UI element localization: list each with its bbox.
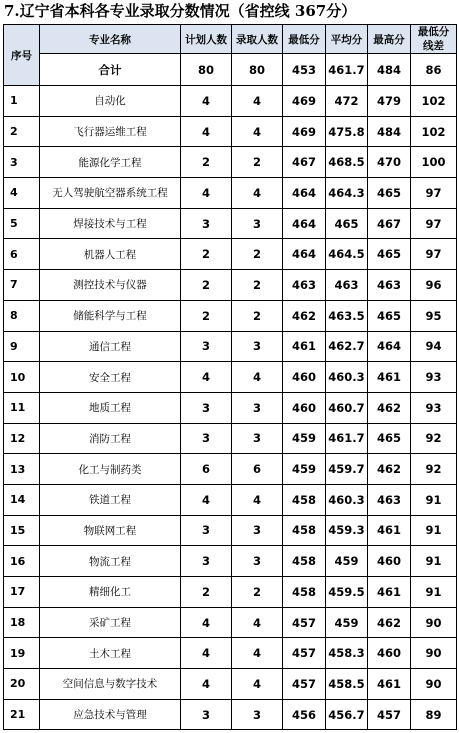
row-max-score: 465 [368,300,411,331]
row-admitted: 3 [232,546,283,577]
row-planned: 4 [181,669,232,700]
table-row [4,86,457,117]
row-max-score: 463 [368,484,411,515]
table-row [4,423,457,454]
table-row [4,239,457,270]
row-min-score: 463 [283,270,326,301]
table-row [4,331,457,362]
row-major: 土木工程 [40,638,181,669]
row-diff: 96 [411,270,457,301]
row-max-score: 461 [368,362,411,393]
row-admitted: 4 [232,484,283,515]
row-index: 13 [4,454,40,485]
row-index: 9 [4,331,40,362]
row-planned: 2 [181,577,232,608]
row-index: 19 [4,638,40,669]
row-major: 储能科学与工程 [40,300,181,331]
row-avg-score: 459.5 [326,577,368,608]
row-planned: 3 [181,515,232,546]
total-max-score: 484 [368,54,411,86]
row-max-score: 484 [368,116,411,147]
row-major: 通信工程 [40,331,181,362]
row-min-score: 464 [283,208,326,239]
row-max-score: 465 [368,423,411,454]
row-index: 12 [4,423,40,454]
row-index: 2 [4,116,40,147]
table-row [4,699,457,730]
row-index: 15 [4,515,40,546]
row-diff: 92 [411,454,457,485]
row-admitted: 3 [232,699,283,730]
row-planned: 4 [181,484,232,515]
row-avg-score: 459 [326,607,368,638]
total-planned: 80 [181,54,232,86]
row-avg-score: 458.3 [326,638,368,669]
row-max-score: 462 [368,454,411,485]
row-planned: 2 [181,270,232,301]
row-avg-score: 472 [326,86,368,117]
header-diff-line2: 线差 [423,40,444,52]
row-min-score: 461 [283,331,326,362]
row-major: 机器人工程 [40,239,181,270]
row-planned: 3 [181,423,232,454]
total-min-score: 453 [283,54,326,86]
row-diff: 90 [411,607,457,638]
total-avg-score: 461.7 [326,54,368,86]
row-major: 自动化 [40,86,181,117]
row-min-score: 457 [283,638,326,669]
row-diff: 97 [411,239,457,270]
row-planned: 4 [181,638,232,669]
row-major: 物流工程 [40,546,181,577]
row-major: 化工与制药类 [40,454,181,485]
table-row [4,515,457,546]
row-index: 21 [4,699,40,730]
row-diff: 102 [411,116,457,147]
row-min-score: 467 [283,147,326,178]
row-diff: 97 [411,178,457,209]
row-admitted: 4 [232,638,283,669]
row-admitted: 4 [232,362,283,393]
table-row [4,607,457,638]
row-min-score: 459 [283,423,326,454]
row-admitted: 3 [232,515,283,546]
row-avg-score: 458.5 [326,669,368,700]
total-diff: 86 [411,54,457,86]
total-admitted: 80 [232,54,283,86]
row-index: 11 [4,392,40,423]
row-admitted: 3 [232,423,283,454]
row-admitted: 2 [232,577,283,608]
row-index: 20 [4,669,40,700]
row-avg-score: 461.7 [326,423,368,454]
row-planned: 4 [181,178,232,209]
row-min-score: 469 [283,86,326,117]
score-table [3,24,457,730]
header-diff-line1: 最低分 [417,26,450,38]
row-planned: 4 [181,116,232,147]
row-major: 飞行器运维工程 [40,116,181,147]
row-diff: 93 [411,362,457,393]
row-min-score: 464 [283,178,326,209]
row-diff: 90 [411,638,457,669]
row-max-score: 460 [368,638,411,669]
row-avg-score: 464.5 [326,239,368,270]
row-planned: 3 [181,546,232,577]
row-max-score: 461 [368,515,411,546]
row-admitted: 2 [232,147,283,178]
total-label: 合计 [40,54,181,86]
row-diff: 94 [411,331,457,362]
row-avg-score: 468.5 [326,147,368,178]
page-title: 7.辽宁省本科各专业录取分数情况（省控线 367分） [4,2,357,20]
row-min-score: 458 [283,546,326,577]
row-diff: 97 [411,208,457,239]
row-planned: 2 [181,239,232,270]
row-min-score: 462 [283,300,326,331]
row-index: 1 [4,86,40,117]
table-row [4,484,457,515]
row-diff: 91 [411,577,457,608]
header-planned: 计划人数 [181,25,232,54]
row-index: 18 [4,607,40,638]
row-admitted: 4 [232,178,283,209]
table-row [4,362,457,393]
row-avg-score: 463 [326,270,368,301]
header-major: 专业名称 [40,25,181,54]
row-index: 3 [4,147,40,178]
row-admitted: 3 [232,331,283,362]
row-major: 铁道工程 [40,484,181,515]
row-admitted: 4 [232,86,283,117]
row-index: 16 [4,546,40,577]
row-avg-score: 459 [326,546,368,577]
row-max-score: 465 [368,239,411,270]
row-index: 5 [4,208,40,239]
row-major: 无人驾驶航空器系统工程 [40,178,181,209]
table-row [4,577,457,608]
row-avg-score: 464.3 [326,178,368,209]
row-max-score: 463 [368,270,411,301]
row-min-score: 458 [283,515,326,546]
row-planned: 2 [181,300,232,331]
row-max-score: 461 [368,669,411,700]
row-index: 6 [4,239,40,270]
row-diff: 91 [411,515,457,546]
row-min-score: 458 [283,484,326,515]
table-row [4,454,457,485]
row-max-score: 470 [368,147,411,178]
row-major: 焊接技术与工程 [40,208,181,239]
row-planned: 3 [181,699,232,730]
row-major: 安全工程 [40,362,181,393]
header-max-score: 最高分 [368,25,411,54]
row-avg-score: 465 [326,208,368,239]
row-admitted: 3 [232,392,283,423]
header-avg-score: 平均分 [326,25,368,54]
row-diff: 90 [411,669,457,700]
row-avg-score: 459.3 [326,515,368,546]
row-diff: 91 [411,546,457,577]
total-row [4,54,457,86]
row-major: 应急技术与管理 [40,699,181,730]
row-max-score: 467 [368,208,411,239]
table-row [4,178,457,209]
row-planned: 4 [181,362,232,393]
row-index: 7 [4,270,40,301]
row-major: 消防工程 [40,423,181,454]
table-row [4,116,457,147]
row-index: 14 [4,484,40,515]
row-planned: 4 [181,607,232,638]
table-row [4,392,457,423]
row-major: 精细化工 [40,577,181,608]
row-max-score: 464 [368,331,411,362]
row-planned: 2 [181,147,232,178]
row-min-score: 457 [283,607,326,638]
table-row [4,147,457,178]
row-avg-score: 460.3 [326,484,368,515]
header-admitted: 录取人数 [232,25,283,54]
row-admitted: 2 [232,239,283,270]
row-diff: 100 [411,147,457,178]
row-max-score: 462 [368,607,411,638]
row-major: 采矿工程 [40,607,181,638]
header-diff [411,25,457,54]
row-max-score: 460 [368,546,411,577]
row-min-score: 458 [283,577,326,608]
header-min-score: 最低分 [283,25,326,54]
row-major: 空间信息与数字技术 [40,669,181,700]
row-planned: 3 [181,331,232,362]
row-avg-score: 462.7 [326,331,368,362]
row-avg-score: 460.3 [326,362,368,393]
row-min-score: 456 [283,699,326,730]
row-admitted: 2 [232,300,283,331]
row-avg-score: 460.7 [326,392,368,423]
row-diff: 102 [411,86,457,117]
row-min-score: 460 [283,392,326,423]
row-avg-score: 475.8 [326,116,368,147]
row-admitted: 6 [232,454,283,485]
row-max-score: 465 [368,178,411,209]
row-admitted: 2 [232,270,283,301]
table-row [4,208,457,239]
table-row [4,638,457,669]
row-index: 8 [4,300,40,331]
header-index: 序号 [4,25,40,86]
row-index: 17 [4,577,40,608]
row-avg-score: 456.7 [326,699,368,730]
row-diff: 93 [411,392,457,423]
table-row [4,669,457,700]
row-admitted: 4 [232,669,283,700]
table-row [4,546,457,577]
row-avg-score: 463.5 [326,300,368,331]
row-min-score: 457 [283,669,326,700]
row-index: 4 [4,178,40,209]
row-max-score: 461 [368,577,411,608]
row-planned: 3 [181,208,232,239]
row-admitted: 4 [232,607,283,638]
row-diff: 91 [411,484,457,515]
row-index: 10 [4,362,40,393]
row-diff: 89 [411,699,457,730]
row-planned: 3 [181,392,232,423]
row-major: 物联网工程 [40,515,181,546]
row-admitted: 3 [232,208,283,239]
row-avg-score: 459.7 [326,454,368,485]
row-major: 测控技术与仪器 [40,270,181,301]
row-admitted: 4 [232,116,283,147]
row-min-score: 459 [283,454,326,485]
row-planned: 4 [181,86,232,117]
row-diff: 95 [411,300,457,331]
row-max-score: 479 [368,86,411,117]
header-row [4,25,457,54]
row-major: 能源化学工程 [40,147,181,178]
row-major: 地质工程 [40,392,181,423]
row-diff: 92 [411,423,457,454]
row-min-score: 464 [283,239,326,270]
row-planned: 6 [181,454,232,485]
row-max-score: 457 [368,699,411,730]
row-min-score: 460 [283,362,326,393]
row-max-score: 462 [368,392,411,423]
table-row [4,270,457,301]
table-row [4,300,457,331]
row-min-score: 469 [283,116,326,147]
